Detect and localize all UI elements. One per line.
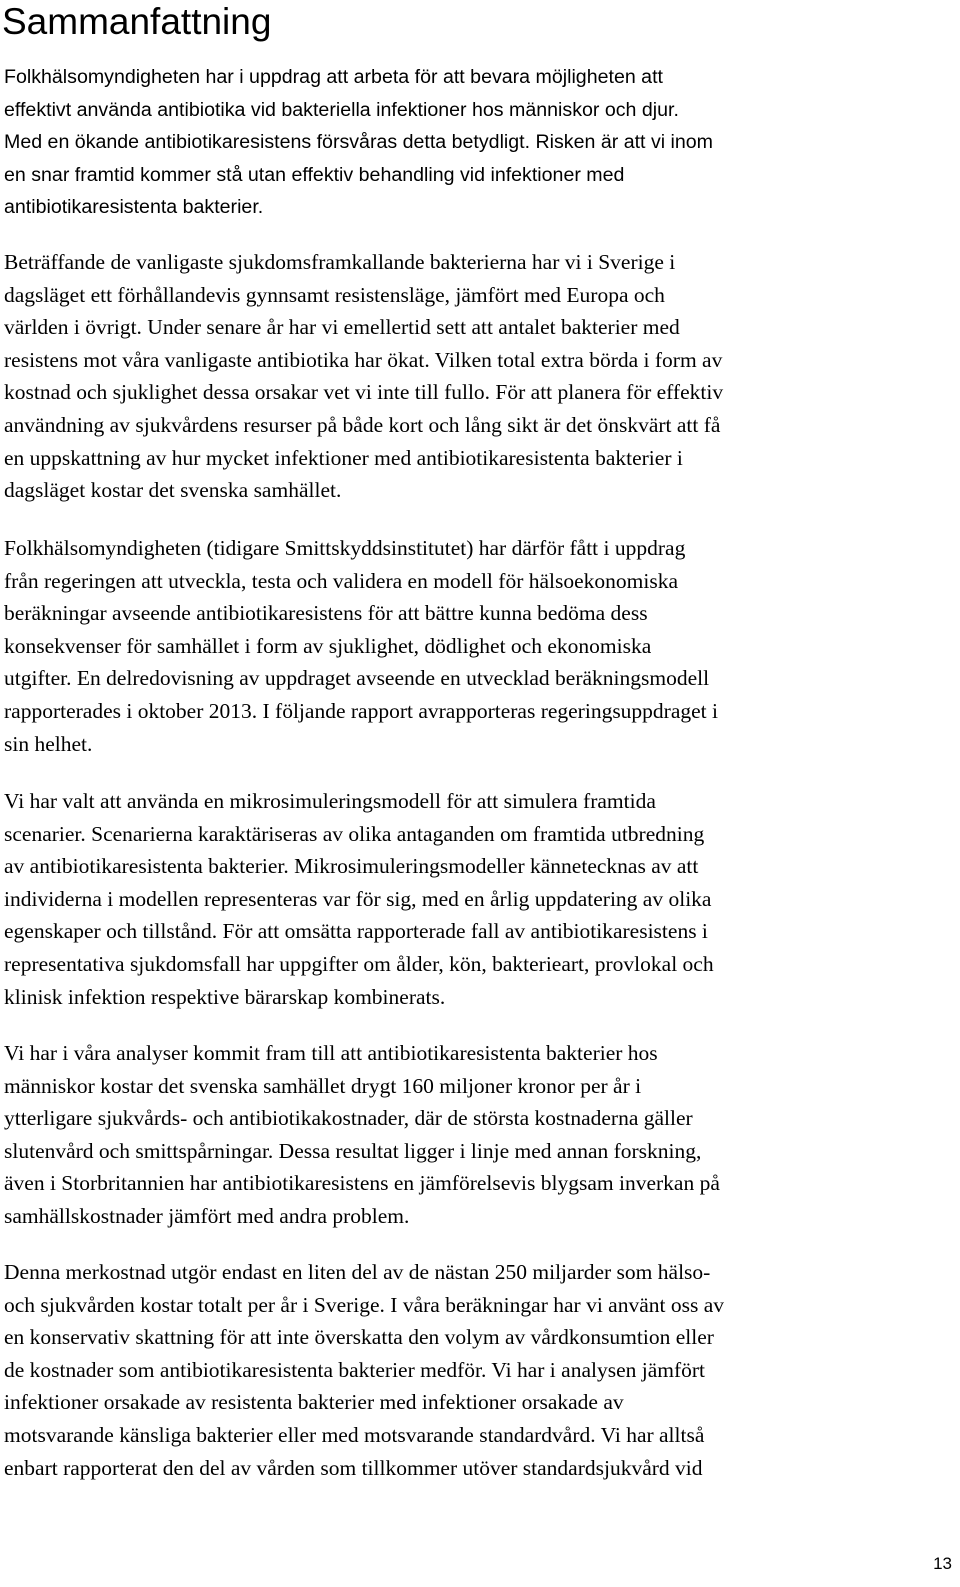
paragraph-line: effektivt använda antibiotika vid bakteriella infektioner hos människor och djur. bbox=[4, 98, 679, 121]
paragraph-line: användning av sjukvårdens resurser på både kort och lång sikt är det önskvärt att få bbox=[4, 412, 721, 437]
paragraph-line: av antibiotikaresistenta bakterier. Mikrosimuleringsmodeller kännetecknas av att bbox=[4, 854, 699, 879]
paragraph-line: ytterligare sjukvårds- och antibiotikakostnader, där de största kostnaderna gäller bbox=[4, 1106, 693, 1131]
paragraph-2 bbox=[4, 246, 723, 507]
paragraph-line: rapporterades i oktober 2013. I följande rapport avrapporteras regeringsuppdraget i bbox=[4, 698, 719, 723]
paragraph-line: från regeringen att utveckla, testa och validera en modell för hälsoekonomiska bbox=[4, 568, 679, 593]
paragraph-line: motsvarande känsliga bakterier eller med motsvarande standardvård. Vi har alltså bbox=[4, 1422, 705, 1447]
paragraph-line: individerna i modellen representeras var för sig, med en årlig uppdatering av olika bbox=[4, 886, 712, 911]
paragraph-line: klinisk infektion respektive bärarskap kombinerats. bbox=[4, 984, 446, 1009]
paragraph-line: konsekvenser för samhället i form av sjuklighet, dödlighet och ekonomiska bbox=[4, 633, 652, 658]
paragraph-line: människor kostar det svenska samhället drygt 160 miljoner kronor per år i bbox=[4, 1073, 642, 1098]
paragraph-line: antibiotikaresistenta bakterier. bbox=[4, 196, 264, 218]
paragraph-line: enbart rapporterat den del av vården som tillkommer utöver standardsjukvård vid bbox=[4, 1455, 703, 1480]
paragraph-6 bbox=[4, 1256, 724, 1484]
paragraph-line: slutenvård och smittspårningar. Dessa resultat ligger i linje med annan forskning, bbox=[4, 1138, 702, 1163]
paragraph-line: samhällskostnader jämfört med andra problem. bbox=[4, 1203, 410, 1228]
paragraph-line: utgifter. En delredovisning av uppdraget avseende en utvecklad beräkningsmodell bbox=[4, 666, 710, 691]
paragraph-line: Med en ökande antibiotikaresistens försvåras detta betydligt. Risken är att vi inom bbox=[4, 131, 714, 153]
paragraph-line: världen i övrigt. Under senare år har vi emellertid sett att antalet bakterier med bbox=[4, 315, 680, 340]
paragraph-line: beräkningar avseende antibiotikaresistens för att bättre kunna bedöma dess bbox=[4, 601, 648, 626]
paragraph-line: resistens mot våra vanligaste antibiotika har ökat. Vilken total extra börda i form av bbox=[4, 347, 723, 372]
page-title: Sammanfattning bbox=[2, 1, 272, 42]
paragraph-line: Vi har valt att använda en mikrosimuleringsmodell för att simulera framtida bbox=[4, 789, 656, 813]
paragraph-1 bbox=[4, 61, 713, 224]
page-number: 13 bbox=[933, 1554, 952, 1573]
paragraph-line: representativa sjukdomsfall har uppgifter om ålder, kön, bakterieart, provlokal och bbox=[4, 951, 714, 976]
paragraph-line: en snar framtid kommer stå utan effektiv behandling vid infektioner med bbox=[4, 163, 625, 186]
paragraph-line: scenarier. Scenarierna karaktäriseras av olika antaganden om framtida utbredning bbox=[4, 821, 705, 846]
paragraph-line: även i Storbritannien har antibiotikaresistens en jämförelsevis blygsam inverkan på bbox=[4, 1171, 720, 1196]
paragraph-line: en uppskattning av hur mycket infektioner med antibiotikaresistenta bakterier i bbox=[4, 445, 683, 470]
paragraph-3 bbox=[4, 532, 718, 760]
paragraph-line: Denna merkostnad utgör endast en liten del av de nästan 250 miljarder som hälso- bbox=[4, 1260, 711, 1284]
paragraph-line: kostnad och sjuklighet dessa orsakar vet vi inte till fullo. För att planera för effektiv bbox=[4, 380, 724, 405]
paragraph-line: dagsläget ett förhållandevis gynnsamt resistensläge, jämfört med Europa och bbox=[4, 282, 665, 307]
paragraph-line: sin helhet. bbox=[4, 731, 93, 756]
paragraph-line: Folkhälsomyndigheten (tidigare Smittskyddsinstitutet) har därför fått i uppdrag bbox=[4, 536, 686, 560]
paragraph-line: infektioner orsakade av resistenta bakterier med infektioner orsakade av bbox=[4, 1390, 624, 1415]
paragraph-line: dagsläget kostar det svenska samhället. bbox=[4, 478, 342, 503]
paragraph-line: och sjukvården kostar totalt per år i Sverige. I våra beräkningar har vi använt oss av bbox=[4, 1292, 724, 1317]
paragraph-line: en konservativ skattning för att inte överskatta den volym av vårdkonsumtion eller bbox=[4, 1325, 714, 1350]
paragraph-line: egenskaper och tillstånd. För att omsätta rapporterade fall av antibiotikaresistens i bbox=[4, 919, 708, 944]
paragraph-line: de kostnader som antibiotikaresistenta bakterier medför. Vi har i analysen jämfört bbox=[4, 1357, 706, 1382]
paragraph-line: Beträffande de vanligaste sjukdomsframkallande bakterierna har vi i Sverige i bbox=[4, 250, 676, 274]
paragraph-5 bbox=[4, 1037, 720, 1233]
paragraph-4 bbox=[4, 785, 714, 1013]
paragraph-line: Vi har i våra analyser kommit fram till att antibiotikaresistenta bakterier hos bbox=[4, 1041, 658, 1065]
paragraph-line: Folkhälsomyndigheten har i uppdrag att arbeta för att bevara möjligheten att bbox=[4, 66, 663, 88]
